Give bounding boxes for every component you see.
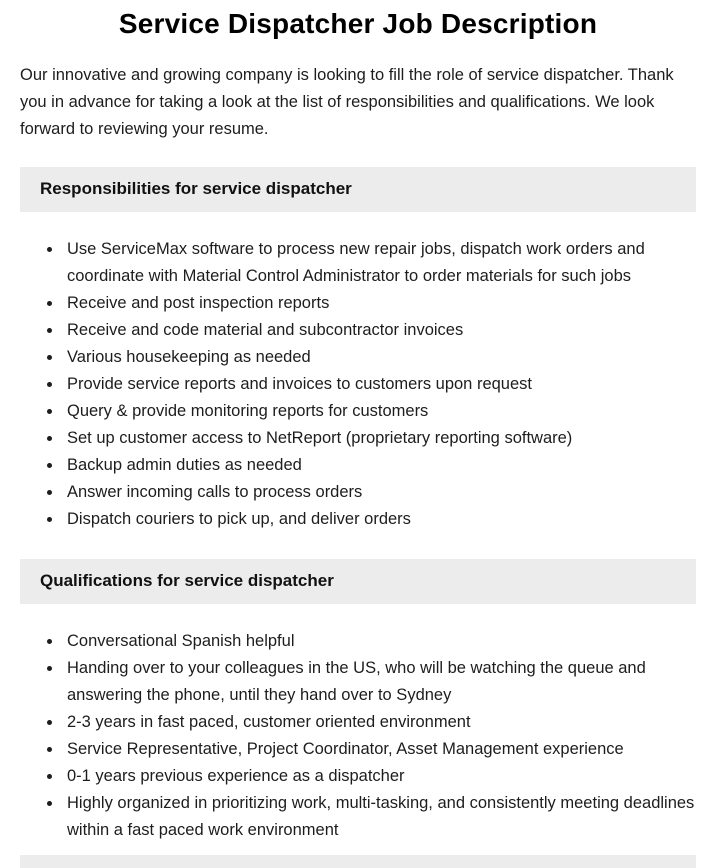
list-item: • 0-1 years previous experience as a dispatcher [63, 763, 696, 790]
list-item: • Use ServiceMax software to process new repair jobs, dispatch work orders and coordinate with Material Control Administrator to order materials for such jobs [63, 236, 696, 290]
list-item: • Set up customer access to NetReport (proprietary reporting software) [63, 425, 696, 452]
list-item: • Receive and post inspection reports [63, 290, 696, 317]
page-title: Service Dispatcher Job Description [118, 8, 598, 39]
partial-section-header-bar [20, 855, 696, 868]
list-item: • Provide service reports and invoices to customers upon request [63, 371, 696, 398]
list-item: • Conversational Spanish helpful [63, 628, 696, 655]
list-item: • Highly organized in prioritizing work, multi-tasking, and consistently meeting deadlines within a fast paced work environment [63, 790, 696, 844]
list-item: • Query & provide monitoring reports for customers [63, 398, 696, 425]
intro-paragraph: Our innovative and growing company is looking to fill the role of service dispatcher. Thank you in advance for taking a look at the list of responsibilities and qualifications. We look forward to reviewing your resume. [20, 66, 674, 138]
list-item: • Service Representative, Project Coordinator, Asset Management experience [63, 736, 696, 763]
qualifications-heading: Qualifications for service dispatcher [40, 571, 334, 590]
responsibilities-list [20, 236, 696, 533]
qualifications-list [20, 628, 696, 844]
qualifications-section-header [20, 559, 696, 604]
responsibilities-section [20, 167, 696, 533]
responsibilities-heading: Responsibilities for service dispatcher [40, 179, 352, 198]
list-item: • Handing over to your colleagues in the US, who will be watching the queue and answering the phone, until they hand over to Sydney [63, 655, 696, 709]
responsibilities-section-header [20, 167, 696, 212]
list-item: • Answer incoming calls to process orders [63, 479, 696, 506]
list-item: • Various housekeeping as needed [63, 344, 696, 371]
list-item: • Receive and code material and subcontractor invoices [63, 317, 696, 344]
list-item: • 2-3 years in fast paced, customer oriented environment [63, 709, 696, 736]
qualifications-section [20, 559, 696, 844]
list-item: • Backup admin duties as needed [63, 452, 696, 479]
list-item: • Dispatch couriers to pick up, and deliver orders [63, 506, 696, 533]
